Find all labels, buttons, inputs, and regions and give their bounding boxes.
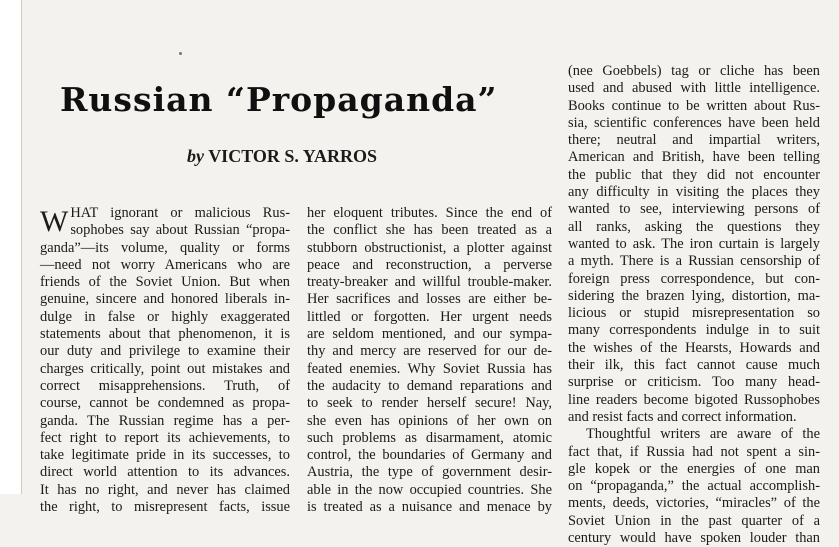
text-line: friends of the Soviet Union. But when [40,274,290,291]
text-line: stubborn obstructionist, a plotter against [307,239,552,256]
text-line: her eloquent tributes. Since the end of [307,205,552,221]
text-line: all ranks, asking the questions they [568,218,820,235]
text-line: on “propaganda,” the actual accomplish- [568,478,820,495]
text-line: and resist facts and correct information. [568,408,797,425]
text-line: Thoughtful writers are aware of the [586,426,820,443]
text-line: fect right to report its achievements, to [40,429,290,446]
text-line: It has no right, and never has claimed [40,481,290,498]
text-line: to seek to render herself secure! Nay, [307,395,552,412]
text-line: peace and reconstruction, a perverse [307,256,552,273]
text-line: statements about that phenomenon, it is [40,326,290,343]
text-line: the wishes of the Hearsts, Howards and [568,339,820,356]
text-line: control, the boundaries of Germany and [307,447,552,464]
text-line: thy and mercy are reserved for our de- [307,343,552,360]
text-line: littled or forgotten. Her urgent needs [307,308,552,325]
text-line: feated enemies. Why Soviet Russia has [307,360,552,377]
byline-prefix: by [187,146,204,166]
text-line: the public that they did not encounter [568,166,820,183]
left-page-edge [0,0,22,494]
text-line: sia, scientific conferences have been held [568,114,820,131]
text-line: a myth. There is a Russian censorship of [568,253,820,270]
text-line: century would have spoken louder than [568,530,820,547]
column-2 [307,205,552,516]
text-line: Books continue to be written about Rus- [568,97,820,114]
text-line: she even has opinions of her own on [307,412,552,429]
text-line: ganda. The Russian regime has a per- [40,412,290,429]
text-line: licious or stupid misrepresentation so [568,305,820,322]
text-line: sidering the brazen lying, distortion, ma- [568,287,820,304]
text-line: Austria, the type of government desir- [307,464,552,481]
text-line: Soviet Union in the past quarter of a [568,512,820,529]
text-line: direct world attention to its advances. [40,464,290,481]
text-line: gle kopek or the energies of one man [568,460,820,477]
text-line: are seldom mentioned, and our sympa- [307,326,552,343]
column-1 [40,205,290,516]
text-line: fact that, if Russia had not spent a sin- [568,443,820,460]
text-line: able in the now occupied countries. She [307,481,552,498]
text-line: HAT ignorant or malicious Rus- [70,205,290,221]
text-line: the conflict she has been treated as a [307,222,552,239]
text-line: their ilk, this fact cannot cause much [568,357,820,374]
author-name: VICTOR S. YARROS [208,146,378,166]
text-line: (nee Goebbels) tag or cliche has been [568,63,820,79]
text-line: Her sacrifices and losses are either be- [307,291,552,308]
text-line: such problems as disarmament, atomic [307,429,552,446]
ink-speck [179,52,182,55]
text-line: genuine, sincere and honored liberals in- [40,291,290,308]
text-line: the audacity to demand reparations and [307,377,552,394]
text-line: there; neutral and impartial writers, [568,132,820,149]
text-line: take legitimate pride in its successes, to [40,447,290,464]
text-line: American and British, have been telling [568,149,820,166]
text-line: wanted to see, interviewing persons of [568,201,820,218]
text-line: ganda”—its volume, quality or forms [40,239,290,256]
text-line: line readers become bigoted Russophobes [568,391,820,408]
column-3 [568,63,820,547]
text-line: wanted to ask. The iron curtain is largely [568,235,820,252]
drop-cap: W [40,205,69,238]
text-line: many correspondents indulge in to suit [568,322,820,339]
text-line: any difficulty in visiting the places they [568,184,820,201]
text-line: ments, deeds, victories, “miracles” of the [568,495,820,512]
text-line: dulge in false or highly exaggerated [40,308,290,325]
text-line: is treated as a nuisance and menace by [307,499,552,516]
text-line: correct misapprehensions. Truth, of [40,377,290,394]
text-line: used and abused with little intelligence. [568,80,820,97]
article-title: Russian “Propaganda” [60,80,498,119]
text-line: foreign press correspondence, but con- [568,270,820,287]
text-line: —need not worry Americans who are [40,256,290,273]
text-line: charges critically, point out mistakes and [40,360,290,377]
text-line: sophobes say about Russian “propa- [70,222,290,239]
text-line: treaty-breaker and willful trouble-maker. [307,274,552,291]
text-line: course, cannot be condemned as propa- [40,395,290,412]
text-line: the right, to misrepresent facts, issue [40,499,290,516]
byline [187,146,377,167]
text-line: our duty and privilege to examine their [40,343,290,360]
text-line: surprise or criticism. Too many head- [568,374,820,391]
